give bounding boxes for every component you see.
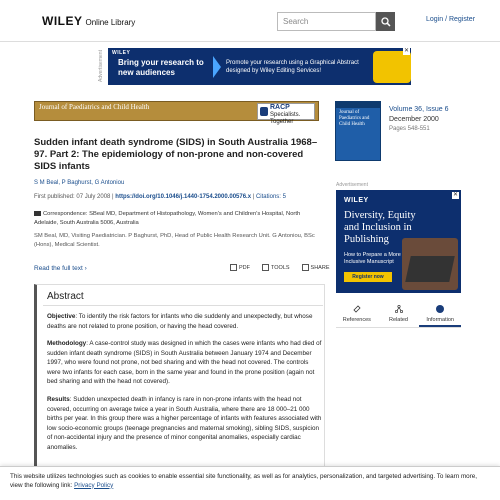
read-full-text-link[interactable]: Read the full text ›	[34, 265, 87, 272]
abstract-section	[34, 284, 325, 469]
article-info-tabs	[336, 302, 461, 328]
ad-headline: Bring your research to new audiences	[118, 58, 204, 77]
search-input[interactable]	[277, 12, 376, 31]
login-register-link[interactable]: Login / Register	[426, 16, 476, 23]
sidebar-ad-close-icon[interactable]: ✕	[452, 192, 459, 198]
citations-link[interactable]: Citations: 5	[255, 194, 286, 200]
ad-body: Promote your research using a Graphical Abstract designed by Wiley Editing Services!	[226, 60, 359, 74]
top-bar	[0, 0, 500, 42]
ad-brand: WILEY	[112, 50, 131, 56]
cookie-text: This website utilizes technologies such as cookies to enable essential site functionality, as well as for analytics, personalization, and targeted advertising. To learn more, view the following link: Privacy Policy	[10, 473, 478, 489]
search-button[interactable]	[376, 12, 395, 31]
article-authors[interactable]: S M Beal, P Baghurst, G Antoniou	[34, 180, 125, 186]
ad-illustration	[373, 51, 411, 83]
abstract-methodology: Methodology: A case-control study was designed in which the cases were infants who had died of sudden infant death syndrome (SIDS) in South Australia between January 1974 and December 1997, who were found not prone, not bed sharing and with the head not covered. The controls were two infants for each case, born in the same year and found in the prone position (again not bed sharing and with the head not covered).	[47, 340, 322, 385]
info-icon	[436, 305, 444, 313]
racp-mark-icon	[260, 107, 268, 116]
journal-cover[interactable]	[335, 101, 381, 161]
pdf-icon	[230, 264, 237, 271]
volume-issue-link[interactable]: Volume 36, Issue 6	[389, 106, 449, 113]
ad-arrow-icon	[213, 56, 221, 78]
abstract-objective: Objective: To identify the risk factors for infants who die suddenly and unexpectedly, but whose deaths are not related to prone position, or having the head covered.	[47, 313, 313, 330]
laptop-icon	[405, 256, 455, 282]
article-title: Sudden infant death syndrome (SIDS) in South Australia 1968–97. Part 2: The epidemiology of non-prone and non-covered SIDS infants	[34, 137, 318, 172]
doi-link[interactable]: https://doi.org/10.1046/j.1440-1754.2000.00576.x	[115, 194, 252, 200]
abstract-heading: Abstract	[47, 291, 84, 302]
tab-references[interactable]: References	[336, 302, 378, 327]
cookie-banner	[0, 466, 500, 500]
sidebar-ad-brand: WILEY	[344, 197, 369, 204]
journal-banner-title: Journal of Paediatrics and Child Health	[39, 103, 150, 111]
sidebar-ad-photo	[402, 238, 458, 290]
journal-banner[interactable]	[34, 101, 319, 125]
envelope-icon	[34, 211, 41, 216]
share-button[interactable]: SHARE	[302, 264, 330, 271]
network-icon	[395, 305, 403, 313]
privacy-policy-link[interactable]: Privacy Policy	[74, 481, 114, 489]
top-advertisement[interactable]	[108, 48, 411, 85]
sidebar-ad-register-button[interactable]: Register now	[344, 272, 392, 282]
correspondence: Correspondence: SBeal MD, Department of Histopathology, Women's and Children's Hospital, North Adelaide, South Australia 5006, Australia	[34, 211, 301, 226]
wiley-logo[interactable]: WILEY Online Library	[42, 14, 136, 28]
issue-date: December 2000	[389, 116, 439, 123]
sidebar-advertisement[interactable]	[336, 190, 461, 293]
publication-line: First published: 07 July 2008 | https://doi.org/10.1046/j.1440-1754.2000.00576.x | Citations: 5	[34, 194, 286, 200]
tools-button[interactable]: TOOLS	[262, 264, 290, 271]
share-icon	[302, 264, 309, 271]
ad-close-icon[interactable]: ✕	[403, 48, 410, 54]
pdf-button[interactable]: PDF	[230, 264, 250, 271]
abstract-results: Results: Sudden unexpected death in infancy is rare in non-prone infants with the head not covered, occurring on average twice a year in South Australia, where there are 18 000–21 000 births per year. In this group there was a higher percentage of infants with features associated with low socio-economic groups (teenage pregnancies and maternal smoking), sibling SIDS, suspicion of non-accidental injury and the presence of minor congenital anomalies, especially cardiac anomalies.	[47, 396, 322, 451]
affiliations: SM Beal, MD, Visiting Paediatrician. P Baghurst, PhD, Head of Public Health Research Unit. G Antoniou, BSc (Hons), Medical Scientist.	[34, 233, 315, 248]
sidebar-ad-headline: Diversity, Equity and Inclusion in Publishing	[344, 210, 416, 245]
racp-logo: RACP Specialists. Together	[257, 103, 315, 120]
sidebar-ad-label: Advertisement	[336, 182, 368, 188]
article-tools	[230, 264, 330, 271]
tab-information[interactable]: Information	[419, 302, 461, 327]
ad-label: Advertisement	[98, 50, 104, 83]
wrench-icon	[262, 264, 269, 271]
issue-pages: Pages 548-551	[389, 126, 430, 132]
sidebar-ad-subtext: How to Prepare a More Inclusive Manuscript	[344, 252, 401, 265]
search-icon	[381, 17, 391, 27]
cover-title: Journal of Paediatrics and Child Health	[339, 110, 370, 127]
tab-related[interactable]: Related	[378, 302, 420, 327]
link-icon	[353, 305, 361, 313]
